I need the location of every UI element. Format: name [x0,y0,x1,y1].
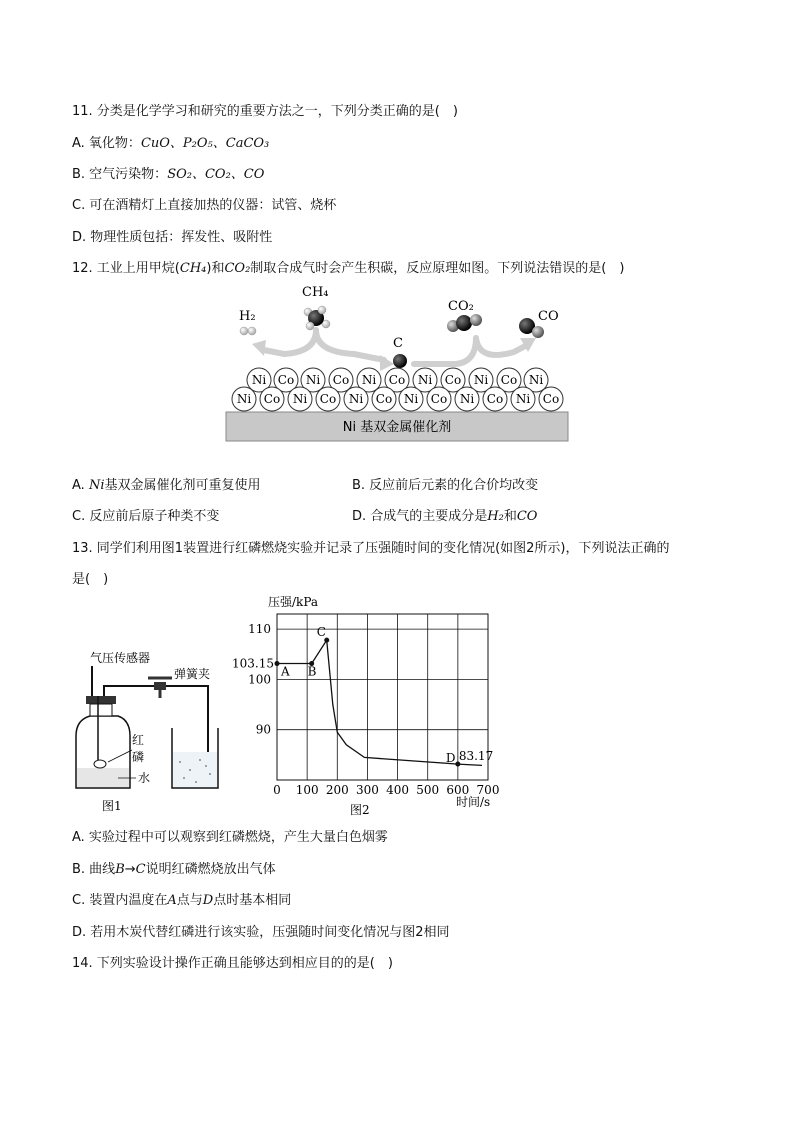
figure2-caption: 图2 [350,803,370,817]
x-tick-label: 100 [295,783,319,797]
catalyst-top-row [247,368,548,392]
svg-text:Ni: Ni [528,373,544,387]
point-d: D [202,893,214,908]
q12-option-a [72,477,261,495]
q11-stem: 11. 分类是化学学习和研究的重要方法之一，下列分类正确的是( ) [72,104,458,119]
svg-text:Co: Co [500,373,518,387]
svg-text:Co: Co [486,392,504,406]
option-label: D. 合成气的主要成分是 [352,509,488,524]
q12-option-c: C. 反应前后原子种类不变 [72,509,220,524]
y-axis-title: 压强/kPa [268,595,319,609]
stopper [86,696,116,704]
ch4-molecule [304,306,330,330]
carbon-atom [393,354,407,368]
q14-stem: 14. 下列实验设计操作正确且能够达到相应目的的是( ) [72,956,393,971]
q13-option-d: D. 若用木炭代替红磷进行该实验，压强随时间变化情况与图2相同 [72,925,450,940]
chart-ticks [248,622,499,797]
point-label-b: B [307,664,317,679]
q11-option-b [72,166,264,184]
pressure-curve [277,640,482,765]
combustion-spoon [94,760,106,768]
catalyst-reaction-figure [224,282,574,444]
h2-molecule [240,327,256,335]
svg-text:Ni: Ni [459,392,475,406]
svg-text:Co: Co [263,392,281,406]
option-text: 说明红磷燃烧放出气体 [145,862,276,877]
q11-option-d: D. 物理性质包括：挥发性、吸附性 [72,230,273,245]
formula-ch4: CH₄ [179,261,207,276]
chart-series [275,638,483,767]
q13-option-a: A. 实验过程中可以观察到红磷燃烧，产生大量白色烟雾 [72,830,388,845]
option-label: A. [72,478,89,493]
data-point-a [275,661,280,666]
svg-text:Co: Co [332,373,350,387]
x-tick-label: 400 [386,783,410,797]
svg-text:Ni: Ni [361,373,377,387]
svg-text:Co: Co [542,392,560,406]
svg-text:Ni: Ni [403,392,419,406]
h2-label: H₂ [239,309,256,324]
pressure-time-chart [232,592,560,822]
svg-text:Ni: Ni [473,373,489,387]
stem-text: 12. 工业上用甲烷( [72,261,180,276]
svg-text:Ni: Ni [292,392,308,406]
svg-text:Ni: Ni [236,392,252,406]
svg-text:Co: Co [319,392,337,406]
svg-text:Ni: Ni [251,373,267,387]
ch4-label: CH₄ [302,285,329,300]
svg-text:Ni: Ni [348,392,364,406]
plot-frame [277,614,488,780]
x-tick-label: 600 [446,783,470,797]
arrow-icon: → [124,862,136,877]
option-label: B. 曲线 [72,862,116,877]
phosphorus-label-1: 红 [132,733,145,747]
svg-text:Co: Co [375,392,393,406]
sensor-label: 气压传感器 [90,651,151,665]
water-label: 水 [138,771,151,785]
q13-option-b [72,861,276,879]
chart-grid [277,614,488,780]
x-tick-label: 200 [325,783,349,797]
option-text: 点时基本相同 [213,893,292,908]
svg-text:Co: Co [388,373,406,387]
point-b: B [115,862,125,877]
y-tick-label: 90 [255,722,271,737]
point-label-d: D [445,751,456,766]
co2-label: CO₂ [448,299,474,314]
svg-text:Co: Co [430,392,448,406]
catalyst-base-label: Ni 基双金属催化剂 [342,420,452,435]
stem-text: )和 [206,261,225,276]
spring-clip-icon [148,678,172,698]
formula-co2: CO₂ [224,261,251,276]
q13-option-c [72,892,291,910]
formula: CuO、P₂O₅、CaCO₃ [140,136,270,151]
figure1-caption: 图1 [102,799,122,813]
point-c: C [135,862,146,877]
apparatus-figure [68,640,228,820]
option-text: 基双金属催化剂可重复使用 [104,478,261,493]
point-a: A [167,893,177,908]
chart-point-labels [232,625,493,765]
q12-stem [72,260,624,278]
x-tick-label: 700 [476,783,500,797]
co-label: CO [538,309,559,324]
point-label-c: C [316,625,326,640]
option-text: 点与 [176,893,203,908]
q13-stem-line2: 是( ) [72,572,109,587]
svg-text:Co: Co [277,373,295,387]
value-label-a: 103.15 [232,656,274,671]
formula: Ni [88,478,105,493]
q12-option-b: B. 反应前后元素的化合价均改变 [352,478,539,493]
formula: CO [516,509,538,524]
formula: SO₂、CO₂、CO [167,167,265,182]
value-label-d: 83.17 [458,749,494,764]
co2-molecule [447,314,482,332]
svg-text:Ni: Ni [515,392,531,406]
carbon-label: C [393,336,403,351]
option-label: A. 氧化物： [72,136,141,151]
option-label: C. 装置内温度在 [72,893,168,908]
q13-stem-line1: 13. 同学们利用图1装置进行红磷燃烧实验并记录了压强随时间的变化情况(如图2所示)，下列说法正确的 [72,541,670,556]
y-tick-label: 100 [248,672,271,687]
point-label-a: A [281,664,290,679]
flask-water [77,768,129,787]
x-tick-label: 300 [355,783,379,797]
x-axis-title: 时间/s [456,795,491,809]
formula: H₂ [487,509,504,524]
q11-option-a [72,135,269,153]
q11-option-c: C. 可在酒精灯上直接加热的仪器：试管、烧杯 [72,198,337,213]
clip-label: 弹簧夹 [174,667,211,681]
svg-text:Co: Co [444,373,462,387]
stem-text: 制取合成气时会产生积碳，反应原理如图。下列说法错误的是( ) [250,261,625,276]
svg-text:Ni: Ni [417,373,433,387]
y-tick-label: 110 [248,622,271,637]
option-label: B. 空气污染物： [72,167,168,182]
x-tick-label: 500 [416,783,440,797]
beaker-water [173,752,217,787]
q12-option-d [352,508,537,526]
x-tick-label: 0 [273,783,281,797]
svg-text:Ni: Ni [305,373,321,387]
option-text: 和 [503,509,517,524]
phosphorus-label-2: 磷 [132,750,145,764]
